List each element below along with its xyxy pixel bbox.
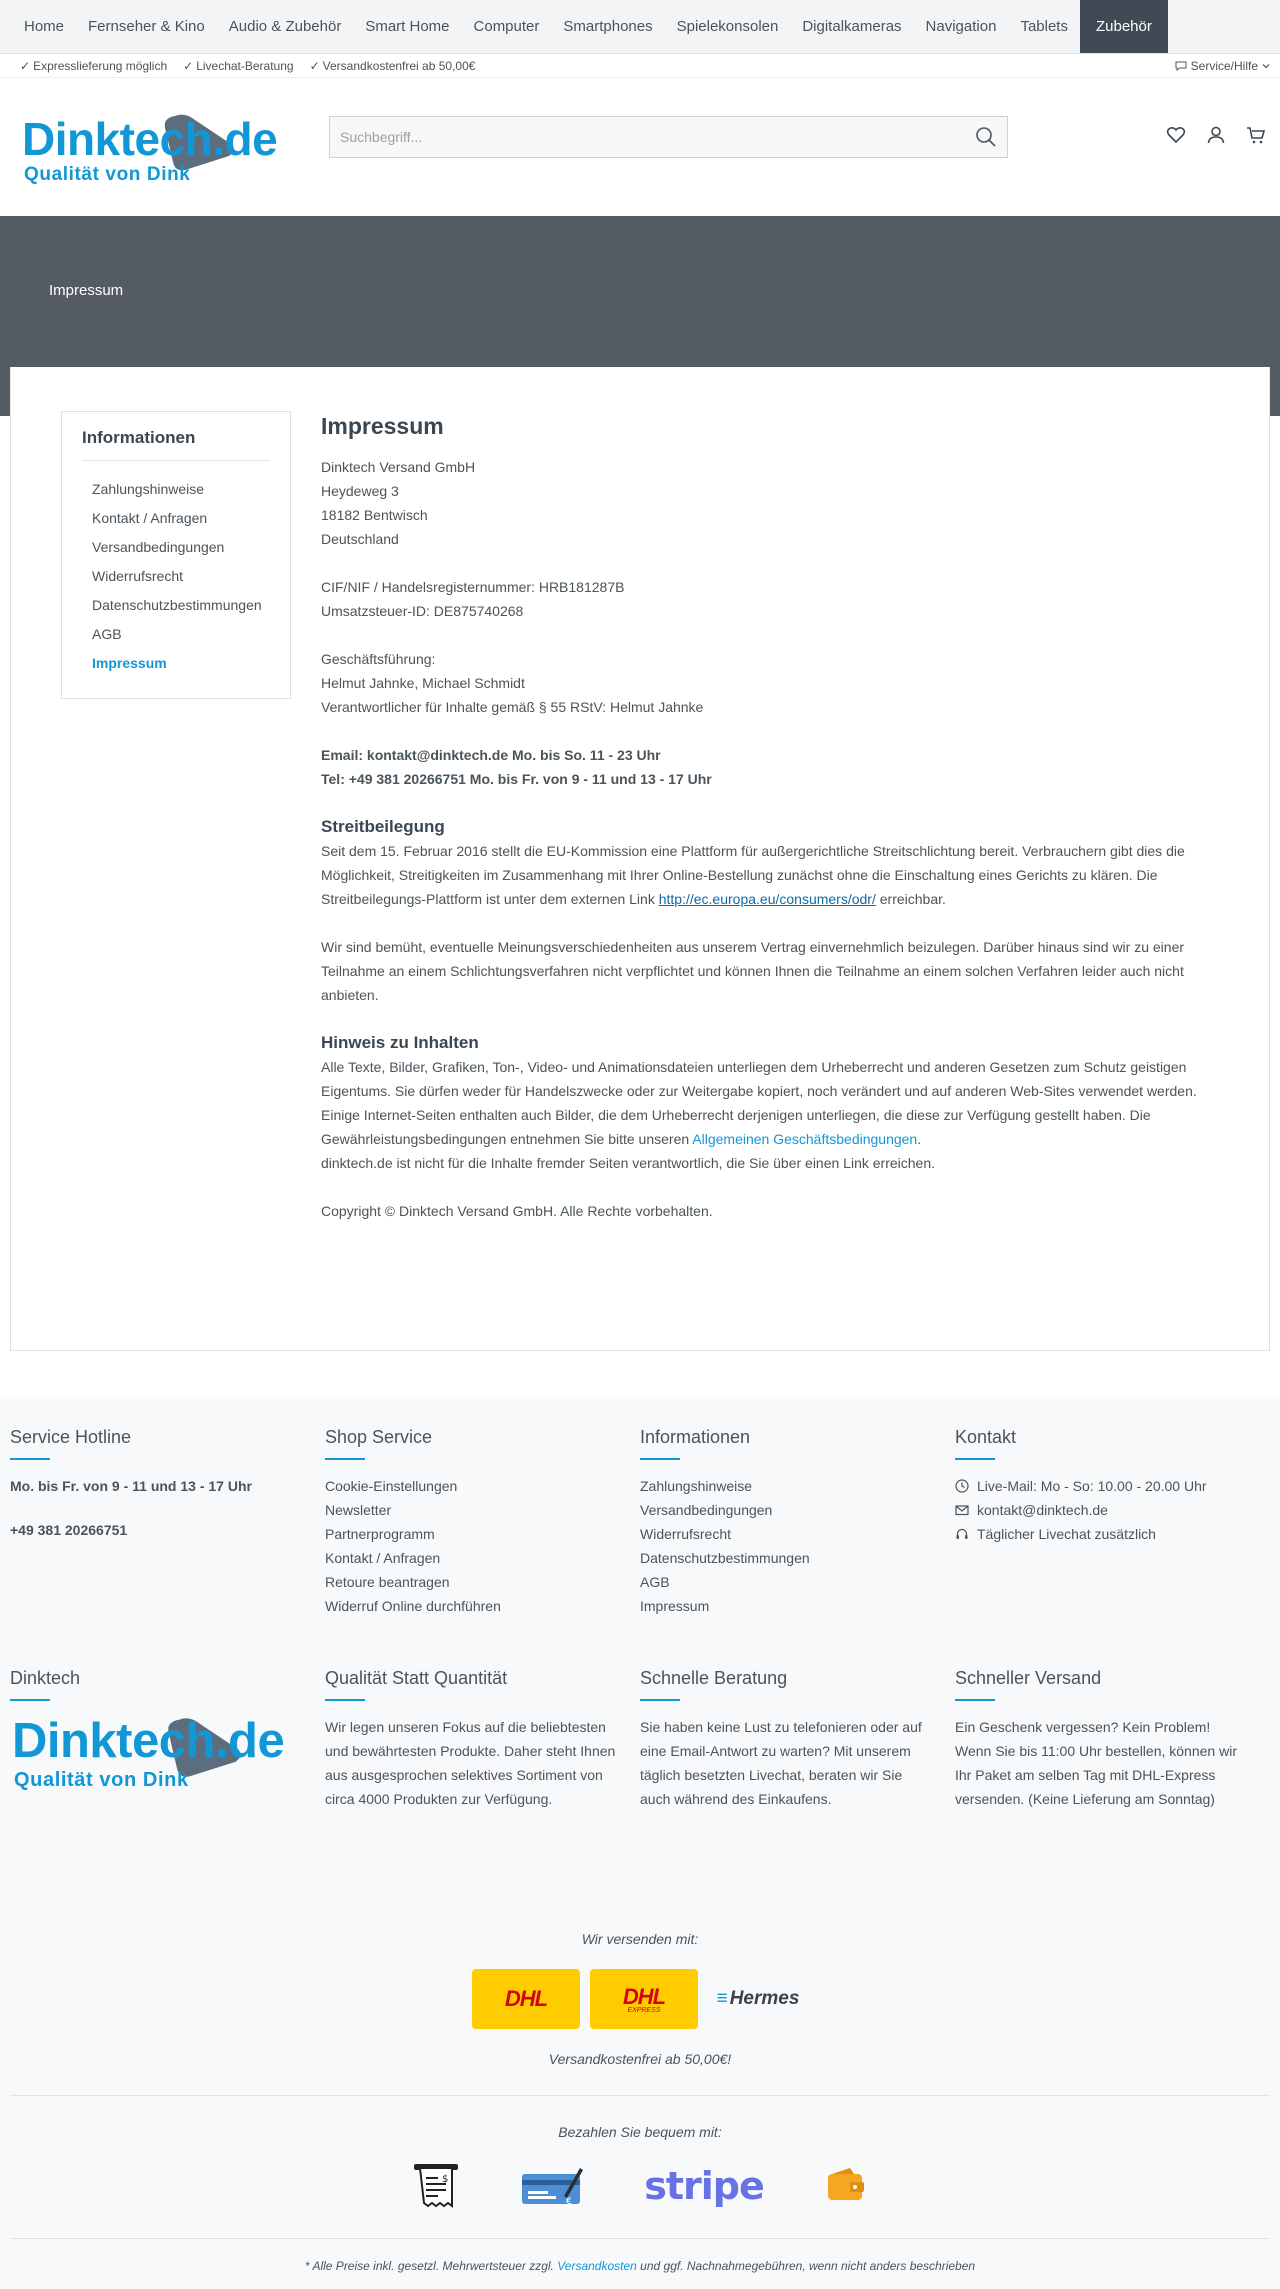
usp-item <box>20 59 167 73</box>
sidebar-item-zahlungshinweise[interactable]: Zahlungshinweise <box>92 481 205 497</box>
svg-text:$: $ <box>442 2174 449 2185</box>
contact-hours: Live-Mail: Mo - So: 10.00 - 20.00 Uhr <box>977 1478 1207 1494</box>
logo-tagline: Qualität von Dink <box>24 164 191 185</box>
footer-logo[interactable] <box>10 1715 320 1795</box>
hint-heading: Hinweis zu Inhalten <box>321 1033 479 1052</box>
advice-text: Sie haben keine Lust zu telefonieren oder auf eine Email-Antwort zu warten? Mit unserem täglich besetzten Livechat, beraten wir Sie auch während des Einkaufens. <box>640 1719 922 1807</box>
hint-body: Alle Texte, Bilder, Grafiken, Ton-, Video- und Animationsdateien unterliegen dem Urheberrecht und anderen Gesetzen zum Schutz geistigen Eigentums. Sie dürfen weder für Handelszwecke oder zur Weitergabe kopiert, noch verändert und auf anderen Web-Sites verwendet werden. Einige Internet-Seiten enthalten auch Bilder, die dem Urheberrecht derjenigen unterliegen, die diese zur Verfügung gestellt haben. Die Gewährleistungsbedingungen entnehmen Sie bitte unseren <box>321 1059 1197 1147</box>
usp-item <box>310 59 476 73</box>
hint-body-2: dinktech.de ist nicht für die Inhalte fremder Seiten verantwortlich, die Sie über einen Link erreichen. <box>321 1155 936 1171</box>
footer <box>0 1397 1280 2289</box>
sidebar-item-widerrufsrecht[interactable]: Widerrufsrecht <box>92 568 184 584</box>
usp-item <box>183 59 293 73</box>
nav-home[interactable]: Home <box>24 18 65 35</box>
quality-text: Wir legen unseren Fokus auf die beliebtesten und bewährtesten Produkte. Daher steht Ihnen aus ausgesprochen selektives Sortiment von circa 4000 Produkten zur Verfügung. <box>325 1719 616 1807</box>
dispute-text-2: Wir sind bemüht, eventuelle Meinungsverschiedenheiten aus unserem Vertrag einvernehmlich beizulegen. Darüber hinaus sind wir zu einer Teilnahme an einem Schlichtungsverfahren nicht verpflichtet und können Ihnen die Teilnahme an einem solchen Verfahren leider auch nicht anbieten. <box>321 939 1185 1003</box>
divider <box>10 2238 1270 2239</box>
note-suffix: und ggf. Nachnahmegebühren, wenn nicht anders beschrieben <box>636 2259 976 2273</box>
footer-hotline <box>10 1427 325 1618</box>
footer-heading: Schnelle Beratung <box>640 1668 935 1701</box>
footer-advice <box>640 1668 955 1811</box>
impressum-content <box>321 411 1219 1290</box>
management-block <box>321 647 1219 719</box>
footer-link-versandbedingungen[interactable]: Versandbedingungen <box>640 1502 773 1518</box>
sidebar-item-kontakt[interactable]: Kontakt / Anfragen <box>92 510 208 526</box>
management-label: Geschäftsführung: <box>321 651 436 667</box>
dispute-heading: Streitbeilegung <box>321 817 445 836</box>
footer-fast-shipping <box>955 1668 1270 1811</box>
check-icon: ✓ <box>20 58 31 73</box>
sidebar-list <box>82 475 270 678</box>
contact-row <box>955 1474 1250 1498</box>
footer-columns-2 <box>10 1668 1270 1811</box>
phone-line: Tel: +49 381 20266751 Mo. bis Fr. von 9 - 11 und 13 - 17 Uhr <box>321 771 712 787</box>
dispute-text <box>321 839 1219 911</box>
headset-icon <box>955 1527 969 1541</box>
footer-link-impressum[interactable]: Impressum <box>640 1598 710 1614</box>
wallet-icon <box>824 2164 868 2208</box>
hotline-phone[interactable]: +49 381 20266751 <box>10 1522 128 1538</box>
footer-columns <box>10 1427 1270 1618</box>
footer-heading: Qualität Statt Quantität <box>325 1668 620 1701</box>
nav-smartphones[interactable]: Smartphones <box>563 18 653 35</box>
usp-bar <box>0 54 1280 78</box>
logo-tagline: Qualität von Dink <box>14 1769 189 1791</box>
hint-text <box>321 1055 1219 1175</box>
bank-transfer-icon <box>520 2162 584 2210</box>
usp-label: Versandkostenfrei ab 50,00€ <box>322 58 476 73</box>
contact-block <box>321 743 1219 791</box>
hermes-speed-icon: ≡ <box>716 1988 728 2009</box>
clock-icon <box>955 1479 969 1493</box>
usp-label: Expresslieferung möglich <box>33 58 168 73</box>
vat-id: Umsatzsteuer-ID: DE875740268 <box>321 603 524 619</box>
nav-navigation[interactable]: Navigation <box>925 18 997 35</box>
address-block <box>321 455 1219 551</box>
shipping-costs-link[interactable]: Versandkosten <box>557 2259 637 2273</box>
register-number: CIF/NIF / Handelsregisternummer: HRB181287B <box>321 579 625 595</box>
shipping-text: Ein Geschenk vergessen? Kein Problem! Wenn Sie bis 11:00 Uhr bestellen, können wir Ihr Paket am selben Tag mit DHL-Express versenden. (Keine Lieferung am Sonntag) <box>955 1719 1237 1807</box>
price-note <box>10 2259 1270 2279</box>
footer-heading: Schneller Versand <box>955 1668 1250 1701</box>
service-label: Service/Hilfe <box>1190 58 1258 73</box>
nav-spielekonsolen[interactable]: Spielekonsolen <box>676 18 779 35</box>
header-actions <box>1166 125 1266 145</box>
sidebar-item-versandbedingungen[interactable]: Versandbedingungen <box>92 539 225 555</box>
content-card <box>10 367 1270 1351</box>
search-bar <box>329 116 1008 158</box>
footer-informationen <box>640 1427 955 1618</box>
footer-link-widerrufsrecht[interactable]: Widerrufsrecht <box>640 1526 732 1542</box>
invoice-icon <box>412 2162 460 2210</box>
copyright: Copyright © Dinktech Versand GmbH. Alle Rechte vorbehalten. <box>321 1203 713 1219</box>
footer-link-partner[interactable]: Partnerprogramm <box>325 1526 435 1542</box>
contact-email[interactable]: kontakt@dinktech.de <box>977 1502 1108 1518</box>
mail-icon <box>955 1503 969 1517</box>
chat-icon <box>1175 60 1187 72</box>
payment-caption: Bezahlen Sie bequem mit: <box>558 2124 722 2140</box>
content-responsible: Verantwortlicher für Inhalte gemäß § 55 RStV: Helmut Jahnke <box>321 699 704 715</box>
odr-link[interactable]: http://ec.europa.eu/consumers/odr/ <box>658 891 876 907</box>
usp-list <box>20 59 475 73</box>
check-icon: ✓ <box>183 58 194 73</box>
contact-row <box>955 1498 1250 1522</box>
wishlist-heart-icon[interactable] <box>1166 125 1186 145</box>
address-line: Dinktech Versand GmbH <box>321 459 476 475</box>
management-names: Helmut Jahnke, Michael Schmidt <box>321 675 525 691</box>
dhl-wordmark: DHL <box>622 1984 666 2009</box>
nav-fernseher-kino[interactable]: Fernseher & Kino <box>88 18 205 35</box>
contact-row <box>955 1522 1250 1546</box>
carrier-logos <box>10 1969 1270 2029</box>
footer-link-zahlungshinweise[interactable]: Zahlungshinweise <box>640 1478 753 1494</box>
nav-tablets[interactable]: Tablets <box>1020 18 1068 35</box>
payment-logos <box>10 2162 1270 2210</box>
sidebar-item-agb[interactable]: AGB <box>92 626 122 642</box>
divider <box>10 2095 1270 2096</box>
email-line: Email: kontakt@dinktech.de Mo. bis So. 11 - 23 Uhr <box>321 747 661 763</box>
free-shipping-note: Versandkostenfrei ab 50,00€! <box>548 2051 732 2067</box>
header <box>0 78 1280 216</box>
footer-link-datenschutz[interactable]: Datenschutzbestimmungen <box>640 1550 810 1566</box>
sidebar-title: Informationen <box>82 428 270 461</box>
service-menu[interactable] <box>1175 59 1270 73</box>
sidebar-item-datenschutz[interactable]: Datenschutzbestimmungen <box>92 597 262 613</box>
hermes-wordmark: Hermes <box>729 1988 800 2009</box>
note-prefix: * Alle Preise inkl. gesetzl. Mehrwertsteuer zzgl. <box>304 2259 558 2273</box>
footer-link-agb[interactable]: AGB <box>640 1574 670 1590</box>
nav-computer[interactable]: Computer <box>473 18 540 35</box>
footer-heading: Dinktech <box>10 1668 305 1701</box>
agb-link[interactable]: Allgemeinen Geschäftsbedingungen <box>692 1131 918 1147</box>
address-line: 18182 Bentwisch <box>321 507 428 523</box>
sidebar-item-impressum[interactable]: Impressum <box>92 655 167 671</box>
footer-heading: Kontakt <box>955 1427 1250 1460</box>
dhl-wordmark: DHL <box>504 1986 548 2011</box>
footer-quality <box>325 1668 640 1811</box>
express-label: EXPRESS <box>627 2007 661 2014</box>
check-icon: ✓ <box>309 58 320 73</box>
footer-heading: Informationen <box>640 1427 935 1460</box>
usp-label: Livechat-Beratung <box>196 58 294 73</box>
breadcrumb[interactable]: Impressum <box>49 282 124 299</box>
svg-text:€: € <box>566 2197 572 2207</box>
cart-icon[interactable] <box>1246 125 1266 145</box>
search-icon[interactable] <box>975 126 997 148</box>
nav-zubehoer[interactable]: Zubehör <box>1080 0 1168 53</box>
hotline-hours: Mo. bis Fr. von 9 - 11 und 13 - 17 Uhr <box>10 1478 252 1494</box>
search-input[interactable] <box>340 129 975 145</box>
footer-heading: Service Hotline <box>10 1427 305 1460</box>
register-block <box>321 575 1219 623</box>
main-navigation <box>0 0 1280 54</box>
nav-audio-zubehoer[interactable]: Audio & Zubehör <box>228 18 342 35</box>
dhl-logo <box>472 1969 580 2029</box>
dispute-tail: erreichbar. <box>875 891 946 907</box>
contact-livechat: Täglicher Livechat zusätzlich <box>977 1526 1156 1542</box>
dispute-body: Seit dem 15. Februar 2016 stellt die EU-Kommission eine Plattform für außergerichtliche Streitschlichtung bereit. Verbrauchern gibt dies die Möglichkeit, Streitigkeiten im Zusammenhang mit Ihrer Online-Bestellung zunächst ohne die Einschaltung eines Gerichts zu klären. Die Streitbeilegungs-Plattform ist unter dem externen Link <box>321 843 1185 907</box>
shipping-section <box>10 1931 1270 2279</box>
stripe-logo: stripe <box>644 2164 764 2208</box>
nav-smart-home[interactable]: Smart Home <box>365 18 450 35</box>
footer-heading: Shop Service <box>325 1427 620 1460</box>
hermes-logo <box>708 1969 808 2029</box>
dhl-express-logo <box>590 1969 698 2029</box>
footer-link-widerruf-online[interactable]: Widerruf Online durchführen <box>325 1598 501 1614</box>
footer-brand <box>10 1668 325 1811</box>
chevron-down-icon <box>1262 62 1270 70</box>
hint-tail: . <box>917 1131 922 1147</box>
shipping-caption: Wir versenden mit: <box>581 1931 699 1947</box>
footer-link-cookies[interactable]: Cookie-Einstellungen <box>325 1478 458 1494</box>
footer-shop-service <box>325 1427 640 1618</box>
logo-text: Dinktech.de <box>22 113 278 165</box>
logo[interactable] <box>22 112 302 185</box>
logo-text: Dinktech.de <box>12 1714 285 1768</box>
footer-kontakt <box>955 1427 1270 1618</box>
address-line: Deutschland <box>321 531 399 547</box>
nav-digitalkameras[interactable]: Digitalkameras <box>802 18 902 35</box>
footer-link-newsletter[interactable]: Newsletter <box>325 1502 392 1518</box>
footer-link-retoure[interactable]: Retoure beantragen <box>325 1574 450 1590</box>
info-sidebar <box>61 411 291 699</box>
account-user-icon[interactable] <box>1206 125 1226 145</box>
page-title: Impressum <box>321 413 444 439</box>
footer-link-kontakt[interactable]: Kontakt / Anfragen <box>325 1550 441 1566</box>
address-line: Heydeweg 3 <box>321 483 399 499</box>
